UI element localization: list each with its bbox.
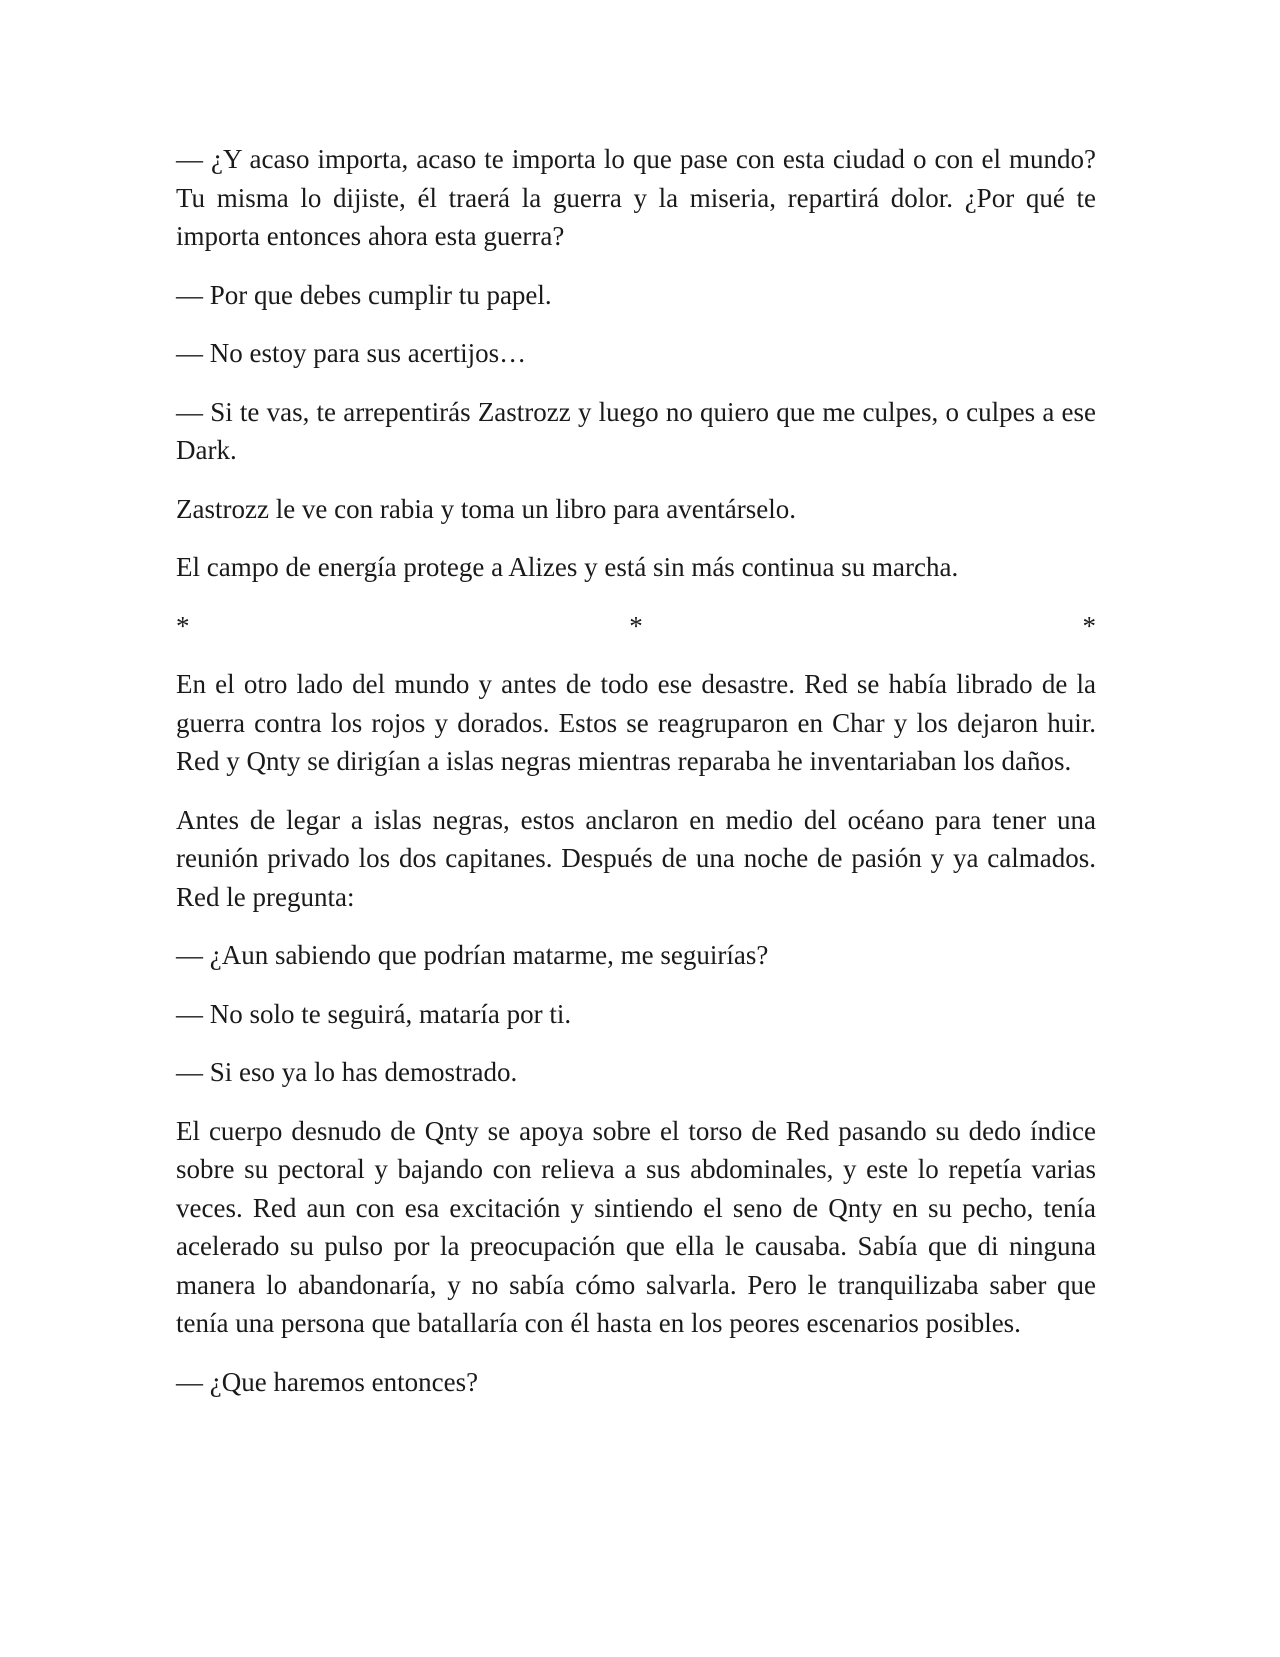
- separator-asterisk: *: [629, 610, 643, 641]
- paragraph: En el otro lado del mundo y antes de todo ese desastre. Red se había librado de la guerra contra los rojos y dorados. Estos se reagruparon en Char y los dejaron huir. Red y Qnty se dirigían a islas negras mientras reparaba he inventariaban los daños.: [176, 669, 1096, 776]
- paragraph: El campo de energía protege a Alizes y está sin más continua su marcha.: [176, 552, 959, 582]
- scene-separator: [176, 607, 1096, 646]
- paragraph: — ¿Aun sabiendo que podrían matarme, me seguirías?: [176, 940, 769, 970]
- paragraph: — ¿Que haremos entonces?: [176, 1366, 479, 1397]
- paragraph: — No estoy para sus acertijos…: [176, 338, 527, 368]
- document-page: [176, 140, 1096, 1421]
- separator-asterisk: *: [176, 610, 190, 641]
- paragraph: Antes de legar a islas negras, estos anclaron en medio del océano para tener una reunión privado los dos capitanes. Después de una noche de pasión y ya calmados. Red le pregunta:: [176, 804, 1096, 912]
- paragraph: — ¿Y acaso importa, acaso te importa lo que pase con esta ciudad o con el mundo? Tu misma lo dijiste, él traerá la guerra y la miseria, repartirá dolor. ¿Por qué te importa entonces ahora esta guerra?: [176, 144, 1096, 251]
- paragraph: — Si te vas, te arrepentirás Zastrozz y luego no quiero que me culpes, o culpes a ese Dark.: [176, 396, 1096, 465]
- separator-asterisk: *: [1082, 610, 1096, 641]
- paragraph: — No solo te seguirá, mataría por ti.: [176, 998, 572, 1029]
- paragraph: Zastrozz le ve con rabia y toma un libro para aventárselo.: [176, 493, 796, 524]
- paragraph: El cuerpo desnudo de Qnty se apoya sobre el torso de Red pasando su dedo índice sobre su pectoral y bajando con relieva a sus abdominales, y este lo repetía varias veces. Red aun con esa excitación y sintiendo el seno de Qnty en su pecho, tenía acelerado su pulso por la preocupación que ella le causaba. Sabía que di ninguna manera lo abandonaría, y no sabía cómo salvarla. Pero le tranquilizaba saber que tenía una persona que batallaría con él hasta en los peores escenarios posibles.: [176, 1115, 1096, 1338]
- paragraph: — Por que debes cumplir tu papel.: [176, 279, 552, 310]
- paragraph: — Si eso ya lo has demostrado.: [176, 1057, 518, 1087]
